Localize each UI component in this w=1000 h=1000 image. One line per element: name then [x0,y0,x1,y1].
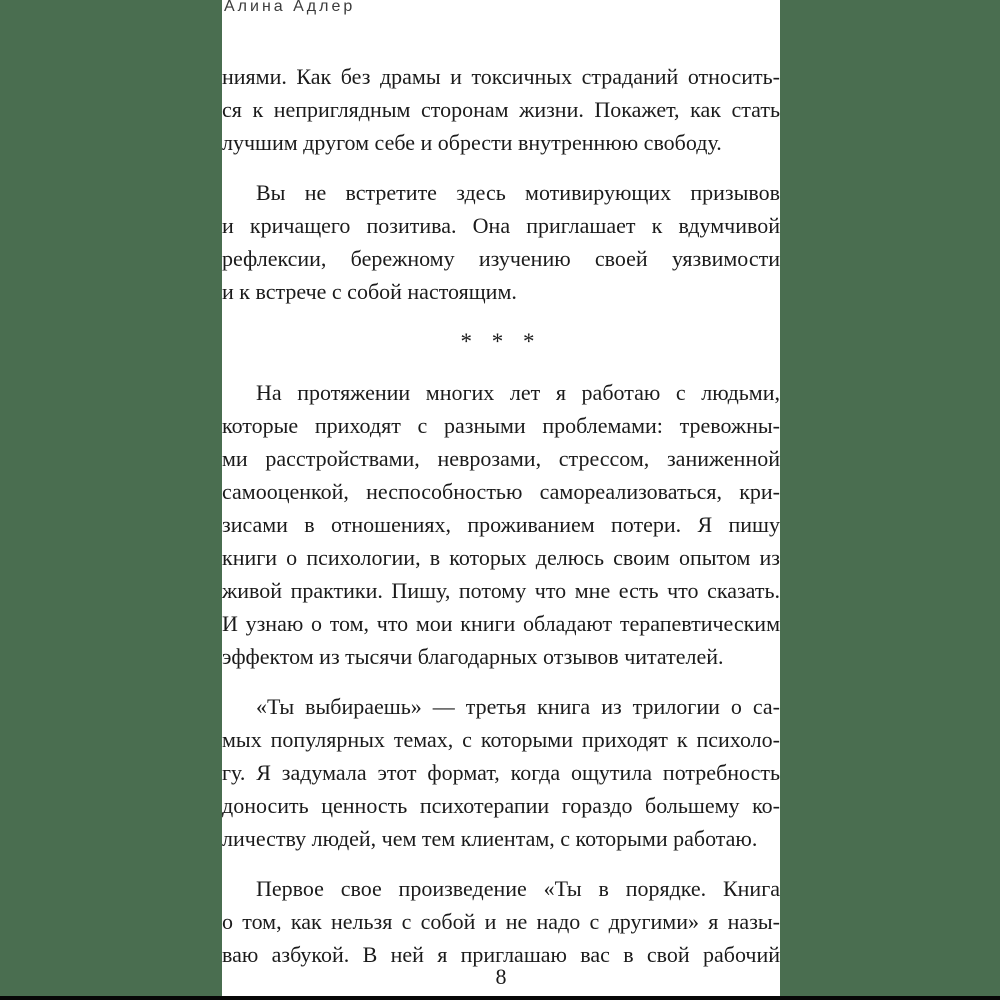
book-page [222,0,780,996]
text-line: мых популярных темах, с которыми приходят к психоло- [222,727,780,752]
text-line: Вы не встретите здесь мотивирующих призывов [256,180,780,205]
running-header-author: Алина Адлер [224,0,356,15]
text-line: Первое свое произведение «Ты в порядке. Книга [256,876,780,901]
text-line: И узнаю о том, что мои книги обладают терапевтическим [222,611,780,636]
text-line: «Ты выбираешь» — третья книга из трилогии о са- [256,694,780,719]
text-line: рефлексии, бережному изучению своей уязвимости [222,246,780,271]
bottom-edge-strip [0,996,1000,1000]
right-margin-panel [780,0,1000,996]
text-line: На протяжении многих лет я работаю с людьми, [256,380,780,405]
text-line: эффектом из тысячи благодарных отзывов читателей. [222,644,724,669]
text-line: зисами в отношениях, проживанием потери. Я пишу [222,512,780,537]
text-line: личеству людей, чем тем клиентам, с которыми работаю. [222,826,758,851]
text-line: ми расстройствами, неврозами, стрессом, заниженной [222,446,780,471]
text-line: книги о психологии, в которых делюсь своим опытом из [222,545,780,570]
text-line: гу. Я задумала этот формат, когда ощутила потребность [222,760,780,785]
text-line: о том, как нельзя с собой и не надо с другими» я назы- [222,909,780,934]
page-number: 8 [495,964,507,989]
text-line: ся к неприглядным сторонам жизни. Покажет, как стать [222,97,780,122]
section-separator: * * * [460,329,542,354]
paragraph [222,60,780,159]
text-line: ваю азбукой. В ней я приглашаю вас в свой рабочий [222,942,780,967]
text-line: и к встрече с собой настоящим. [222,279,517,304]
page-body [222,60,780,971]
paragraph [222,376,780,673]
text-line: ниями. Как без драмы и токсичных страданий относить- [222,64,780,89]
left-margin-panel [0,0,222,996]
text-line: которые приходят с разными проблемами: тревожны- [222,413,780,438]
text-line: и кричащего позитива. Она приглашает к вдумчивой [222,213,780,238]
paragraph [222,872,780,971]
text-line: самооценкой, неспособностью самореализоваться, кри- [222,479,780,504]
paragraph [222,176,780,308]
paragraph [222,690,780,855]
text-line: доносить ценность психотерапии гораздо большему ко- [222,793,780,818]
text-line: лучшим другом себе и обрести внутреннюю свободу. [222,130,722,155]
text-line: живой практики. Пишу, потому что мне есть что сказать. [222,578,780,603]
